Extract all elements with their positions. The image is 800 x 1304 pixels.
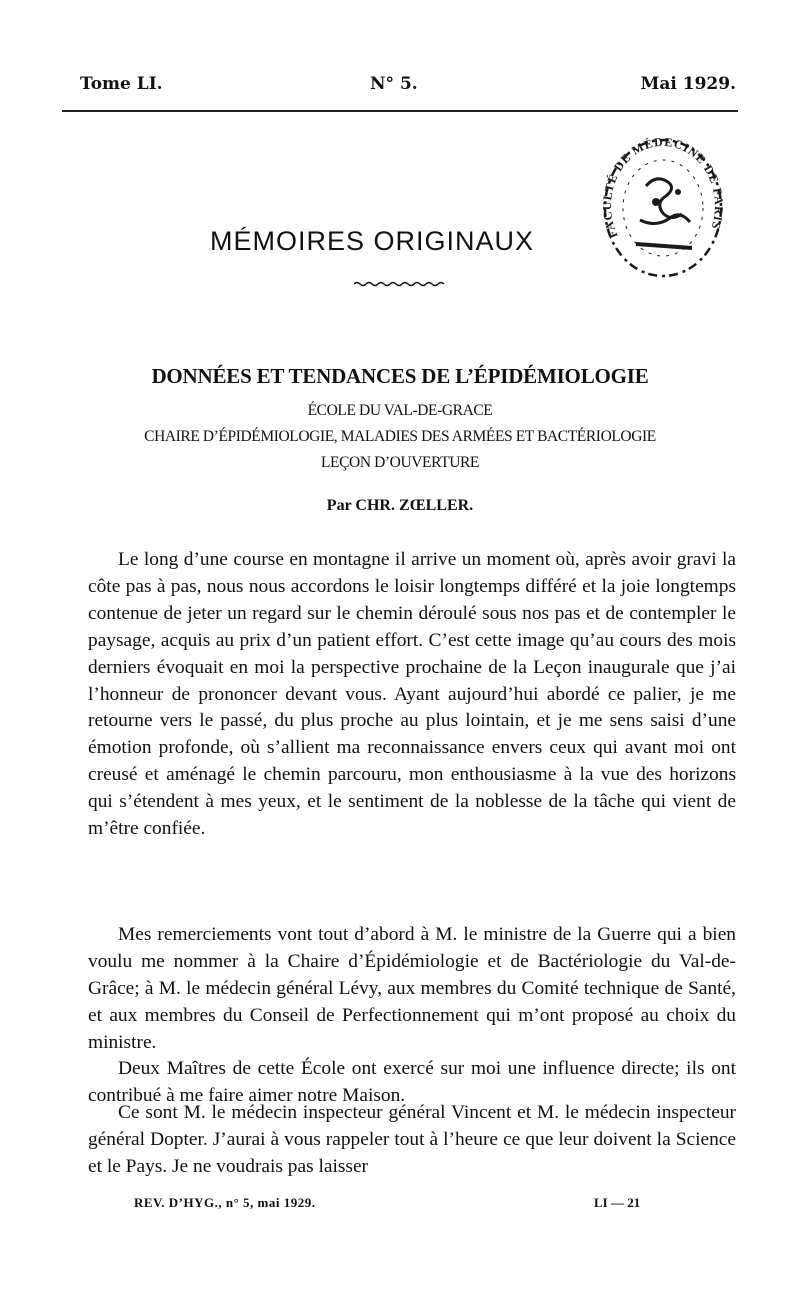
paragraph-text: Le long d’une course en montagne il arrive un moment où, après avoir gravi la côte pas à pas, nous nous accordons le loisir longtemps différé et la joie longtemps contenue de jeter un regard sur le chemin déroulé sous nos pas et de contempler le paysage, acquis au prix d’un patient effort. C’est cette image qu’au cours des mois derniers évoquait en moi la perspective prochaine de la Leçon inaugurale que j’ai l’honneur de prononcer devant vous. Ayant aujourd’hui abordé ce palier, je me retourne vers le passé, du plus proche au plus lointain, et je me sens saisi d’une émotion profonde, où s’allient ma reconnaissance envers ceux qui avant moi ont creusé et aménagé le chemin parcouru, mon enthousiasme à la vue des horizons qui s’étendent à mes yeux, et le sentiment de la noblesse de la tâche qui vient de m’être confiée. xyxy=(88,549,736,840)
issue-date: Mai 1929. xyxy=(640,74,736,94)
footer-page-number: LI — 21 xyxy=(594,1195,641,1210)
header-rule xyxy=(62,110,738,112)
paragraph-text: Ce sont M. le médecin inspecteur général Vincent et M. le médecin inspecteur général Dopter. J’aurai à vous rappeler tout à l’heure ce que leur doivent la Science et le Pays. Je ne voudrais pas laisser xyxy=(88,1102,736,1177)
article-title: DONNÉES ET TENDANCES DE L’ÉPIDÉMIOLOGIE xyxy=(151,364,649,388)
section-title: MÉMOIRES ORIGINAUX xyxy=(210,226,535,256)
issue-number: N° 5. xyxy=(370,74,418,94)
article-subtitle-lecture: LEÇON D’OUVERTURE xyxy=(320,454,480,471)
running-header xyxy=(80,74,736,104)
library-stamp xyxy=(596,116,730,286)
paragraph-text: Mes remerciements vont tout d’abord à M. le ministre de la Guerre qui a bien voulu me nommer à la Chaire d’Épidémiologie et de Bactériologie du Val-de-Grâce; à M. le médecin général Lévy, aux membres du Comité technique de Santé, et aux membres du Conseil de Perfectionnement qui m’ont proposé au choix du ministre. xyxy=(88,924,736,1053)
body-paragraph-4 xyxy=(88,1100,736,1181)
body-paragraph-1 xyxy=(88,547,736,843)
svg-text:FACULTÉ DE MÉDECINE DE PARIS xyxy=(600,135,726,241)
paragraph-text: Deux Maîtres de cette École ont exercé sur moi une influence directe; ils ont contribué à me faire aimer notre Maison. xyxy=(88,1058,736,1106)
article-author: Par CHR. ZŒLLER. xyxy=(326,497,474,514)
article-subtitle-school: ÉCOLE DU VAL-DE-GRACE xyxy=(307,402,493,419)
footer-journal-reference: REV. D’HYG., n° 5, mai 1929. xyxy=(134,1195,316,1210)
stamp-text: FACULTÉ DE MÉDECINE DE PARIS xyxy=(599,134,727,241)
article-subtitle-chair: CHAIRE D’ÉPIDÉMIOLOGIE, MALADIES DES ARMÉES ET BACTÉRIOLOGIE xyxy=(144,428,656,445)
volume-label: Tome LI. xyxy=(80,74,163,94)
body-paragraph-2 xyxy=(88,922,736,1057)
wavy-ornament xyxy=(354,281,446,287)
